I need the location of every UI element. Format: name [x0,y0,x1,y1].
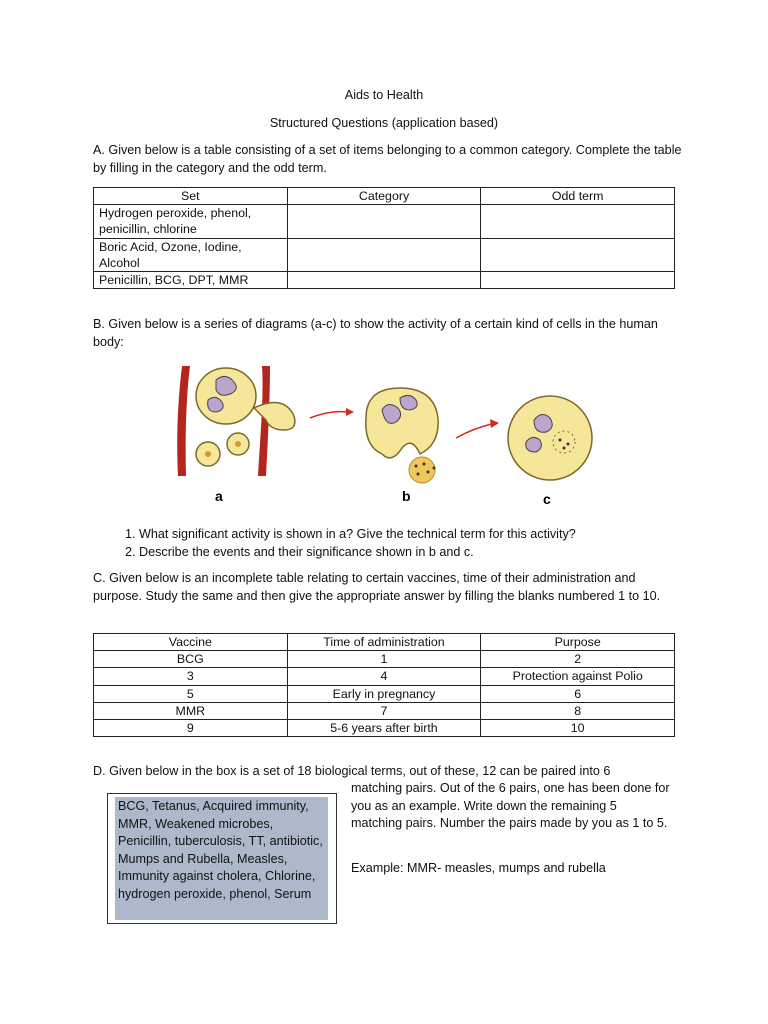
vaccine-cell: 3 [94,668,288,685]
column-header-vaccine: Vaccine [94,634,288,651]
time-cell: 1 [287,651,481,668]
question-item: 1. What significant activity is shown in a? Give the technical term for this activity? [139,525,739,543]
time-cell: 7 [287,702,481,719]
bacterium-dot [423,463,426,466]
category-cell [287,238,481,271]
cell-center [205,451,211,457]
section-d-example: Example: MMR- measles, mumps and rubella [351,861,606,875]
blood-vessel-wall-left [177,366,190,476]
column-header-set: Set [94,188,288,205]
section-d-instructions: matching pairs. Out of the 6 pairs, one has been done for you as an example. Write down the remaining 5 matching pairs. Number the pairs made by you as 1 to 5. [351,781,670,831]
vaccine-cell: 5 [94,685,288,702]
arrow-head-icon [346,408,354,416]
diagram-a-illustration [177,366,295,476]
diagram-label-c: c [543,491,551,507]
arrow-a-to-b [310,412,348,418]
table-row [94,238,675,271]
vaccine-cell: 9 [94,720,288,737]
column-header-time: Time of administration [287,634,481,651]
bacterium-dot [559,439,562,442]
bacterium-dot [563,447,566,450]
purpose-cell: 8 [481,702,675,719]
page-subtitle: Structured Questions (application based) [269,116,499,130]
terms-list: BCG, Tetanus, Acquired immunity, MMR, Weakened microbes, Penicillin, tuberculosis, TT, antibiotic, Mumps and Rubella, Measles, Immunity against cholera, Chlorine, hydrogen peroxide, phenol, Serum [115,797,328,920]
purpose-cell: 2 [481,651,675,668]
table-row [94,272,675,289]
diagram-label-b: b [402,488,411,504]
section-a-intro: A. Given below is a table consisting of a set of items belonging to a common category. Complete the table by filling in the category and the odd term. [93,143,682,175]
time-cell: Early in pregnancy [287,685,481,702]
diagram-label-a: a [215,488,223,504]
bacterium-dot [567,443,570,446]
column-header-purpose: Purpose [481,634,675,651]
set-cell: Penicillin, BCG, DPT, MMR [94,272,288,289]
page-title: Aids to Health [344,88,424,102]
section-b-questions [93,525,739,561]
question-item: 2. Describe the events and their significance shown in b and c. [139,543,739,561]
purpose-cell: 6 [481,685,675,702]
section-a-table [93,187,675,289]
set-cell: Hydrogen peroxide, phenol, penicillin, chlorine [94,205,288,238]
table-row [94,205,675,238]
terms-box [107,793,337,924]
purpose-cell: Protection against Polio [481,668,675,685]
set-cell: Boric Acid, Ozone, Iodine, Alcohol [94,238,288,271]
time-cell: 4 [287,668,481,685]
arrow-head-icon [490,419,499,428]
table-header-row [94,634,675,651]
diagram-c-illustration [508,396,592,480]
section-c-intro: C. Given below is an incomplete table relating to certain vaccines, time of their administration and purpose. Study the same and then give the appropriate answer by filling the blanks numbered 1 to 10. [93,571,661,603]
table-row [94,668,675,685]
purpose-cell: 10 [481,720,675,737]
category-cell [287,272,481,289]
cell-pseudopod [254,403,295,430]
cell-nucleus [534,414,552,432]
time-cell: 5-6 years after birth [287,720,481,737]
section-d-intro: D. Given below in the box is a set of 18 biological terms, out of these, 12 can be paired into 6 [93,764,611,778]
table-header-row [94,188,675,205]
arrow-b-to-c [456,424,492,438]
table-row [94,685,675,702]
bacteria-cluster [409,457,435,483]
cell-nucleus [526,437,542,452]
table-row [94,720,675,737]
section-c-table [93,633,675,737]
odd-term-cell [481,205,675,238]
bacterium-dot [433,467,436,470]
vaccine-cell: MMR [94,702,288,719]
bacterium-dot [427,471,430,474]
cell-center [235,441,241,447]
column-header-category: Category [287,188,481,205]
section-b-intro: B. Given below is a series of diagrams (a-c) to show the activity of a certain kind of cells in the human body: [93,317,658,349]
table-row [94,702,675,719]
category-cell [287,205,481,238]
odd-term-cell [481,238,675,271]
diagram-b-illustration [366,388,438,483]
phagocytosis-diagram [160,358,610,513]
table-row [94,651,675,668]
vaccine-cell: BCG [94,651,288,668]
odd-term-cell [481,272,675,289]
bacterium-dot [415,465,418,468]
cell-with-digested-bacteria [508,396,592,480]
column-header-odd-term: Odd term [481,188,675,205]
bacterium-dot [417,473,420,476]
